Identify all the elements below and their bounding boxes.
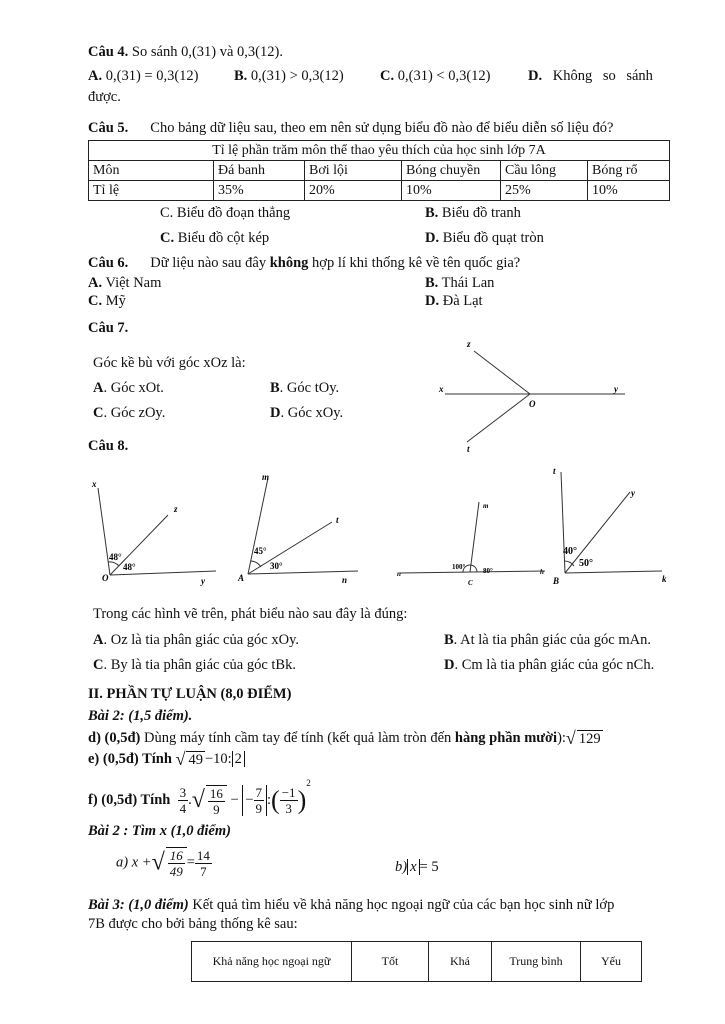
q8-label: Câu 8. <box>88 438 129 454</box>
q8-option-d: D. Cm là tia phân giác của góc nCh. <box>444 657 655 673</box>
q8-fig4-ray-by <box>565 492 630 573</box>
q4-option-c: C. 0,(31) < 0,3(12) <box>380 68 491 84</box>
q7-label-t: t <box>467 444 470 454</box>
q8-figure-2 <box>232 468 362 588</box>
q6-option-c: C. Mỹ <box>88 293 126 309</box>
q7-label: Câu 7. <box>88 320 129 336</box>
bai3-text-2: 7B được cho bởi bảng thống kê sau: <box>88 916 298 932</box>
q8-figure-1 <box>88 470 218 590</box>
q8-fig1-label-o: O <box>102 573 109 583</box>
q8-fig4-ray-bt <box>561 472 565 573</box>
bai3-header-cell: Yếu <box>581 942 642 982</box>
q7-option-d: D. Góc xOy. <box>270 405 344 421</box>
bai3-table <box>191 941 642 982</box>
q5-row-cell: 10% <box>588 181 670 201</box>
bai3-header-cell: Khả năng học ngoại ngữ <box>192 942 352 982</box>
q8-fig3-label-h: h <box>540 568 544 576</box>
q8-figure-3 <box>393 492 553 592</box>
bai2-d-radicand: 129 <box>578 730 601 747</box>
q8-fig4-label-k: k <box>662 574 667 584</box>
q6-option-a: A. Việt Nam <box>88 275 162 291</box>
q5-table-title: Tỉ lệ phần trăm môn thể thao yêu thích của học sinh lớp 7A <box>89 141 670 161</box>
q8-fig1-label-x: x <box>92 479 97 489</box>
q8-fig3-line-nh <box>400 571 545 573</box>
q6-question: Câu 6. Dữ liệu nào sau đây không hợp lí khi thống kê về tên quốc gia? <box>88 255 521 271</box>
q5-table <box>88 140 670 201</box>
q8-fig2-label-t: t <box>336 515 339 525</box>
q5-row-cell: Tỉ lệ <box>89 181 214 201</box>
q8-fig3-label-c: C <box>468 579 473 587</box>
part2-heading: II. PHẦN TỰ LUẬN (8,0 ĐIỂM) <box>88 686 292 702</box>
bai3-header-cell: Tốt <box>352 942 429 982</box>
bai2-heading: Bài 2: (1,5 điểm). <box>88 708 193 724</box>
q8-figure-4 <box>550 462 675 592</box>
q5-row-cell: 35% <box>214 181 305 201</box>
q8-fig1-arc <box>108 562 119 566</box>
q8-fig4-ray-bk <box>565 571 662 573</box>
q8-fig4-label-t: t <box>553 466 556 476</box>
q8-fig3-label-m: m <box>483 502 489 510</box>
q5-header-cell: Bơi lội <box>305 161 402 181</box>
q8-option-c: C. By là tia phân giác của góc tBk. <box>93 657 296 673</box>
q8-fig1-angle-2: 48° <box>123 562 136 572</box>
q4-option-d-cont: được. <box>88 89 121 105</box>
q7-option-b: B. Góc tOy. <box>270 380 340 396</box>
q5-option-c2: C. Biểu đồ cột kép <box>160 230 270 246</box>
q5-row-cell: 10% <box>402 181 501 201</box>
q8-fig2-label-m: m <box>262 472 270 482</box>
q8-fig4-label-y: y <box>631 488 635 498</box>
q7-ray-oz <box>474 351 530 394</box>
q8-fig1-label-y: y <box>201 576 205 586</box>
q4-option-d: D. Không so sánh <box>528 68 653 84</box>
q8-fig2-angle-2: 30° <box>270 561 283 571</box>
q8-fig2-ray-an <box>248 571 358 574</box>
q6-option-b: B. Thái Lan <box>425 275 495 291</box>
q5-question: Câu 5. Cho bảng dữ liệu sau, theo em nên sử dụng biểu đồ nào để biểu diễn số liệu đó? <box>88 120 614 136</box>
q8-fig3-angle-1: 100° <box>452 563 466 571</box>
q5-header-cell: Bóng chuyền <box>402 161 501 181</box>
q4-option-a: A. 0,(31) = 0,3(12) <box>88 68 199 84</box>
q7-option-c: C. Góc zOy. <box>93 405 166 421</box>
q8-fig4-angle-2: 50° <box>579 558 593 569</box>
q4-question: Câu 4. So sánh 0,(31) và 0,3(12). <box>88 44 283 60</box>
q5-row-cell: 20% <box>305 181 402 201</box>
q7-label-x: x <box>439 384 444 394</box>
q8-fig3-angle-2: 80° <box>483 567 493 575</box>
q5-option-d: D. Biểu đồ quạt tròn <box>425 230 544 246</box>
bai3-header-cell: Khá <box>429 942 492 982</box>
q8-fig2-angle-1: 45° <box>254 546 267 556</box>
q5-header-cell: Đá banh <box>214 161 305 181</box>
q8-option-a: A. Oz là tia phân giác của góc xOy. <box>93 632 300 648</box>
q8-fig4-label-b: B <box>553 576 560 586</box>
q8-fig3-ray-cm <box>470 502 479 572</box>
q8-fig3-label-n: n <box>397 570 401 578</box>
q7-label-z: z <box>467 339 471 349</box>
bai2-d: d) (0,5đ) Dùng máy tính cầm tay để tính (kết quả làm tròn đến hàng phần mười):√ 129 <box>88 728 601 748</box>
q4-option-b: B. 0,(31) > 0,3(12) <box>234 68 344 84</box>
q6-option-d: D. Đà Lạt <box>425 293 483 309</box>
q8-question: Trong các hình vẽ trên, phát biểu nào sau đây là đúng: <box>93 606 408 622</box>
q7-label-y: y <box>614 384 618 394</box>
q7-option-a: A. Góc xOt. <box>93 380 164 396</box>
q5-row-cell: 25% <box>501 181 588 201</box>
q8-fig1-angle-1: 48° <box>109 552 122 562</box>
bai3-text: Bài 3: (1,0 điểm) Kết quả tìm hiểu về khả năng học ngoại ngữ của các bạn học sinh nữ lớp <box>88 897 615 913</box>
bai2b-b: b) x = 5 <box>395 859 439 875</box>
q5-option-c: C. Biểu đồ đoạn thẳng <box>160 205 291 221</box>
q5-header-cell: Cầu lông <box>501 161 588 181</box>
q7-question: Góc kề bù với góc xOz là: <box>93 355 246 371</box>
q7-label-o: O <box>529 399 536 409</box>
bai3-header-cell: Trung bình <box>492 942 581 982</box>
bai2b-a: a) x +√ $\frac{16}{49}$ = $\frac{14}{7}$ <box>116 847 210 879</box>
q8-fig2-ray-am <box>248 478 268 574</box>
q8-fig2-label-a: A <box>238 573 245 583</box>
bai2-e: e) (0,5đ) Tính √ 49 −10: 2 <box>88 749 245 770</box>
q8-fig2-label-n: n <box>342 575 348 585</box>
bai2b-heading: Bài 2 : Tìm x (1,0 điểm) <box>88 823 231 839</box>
q5-header-cell: Môn <box>89 161 214 181</box>
q5-option-b: B. Biểu đồ tranh <box>425 205 521 221</box>
q5-header-cell: Bóng rổ <box>588 161 670 181</box>
q8-fig4-angle-1: 40° <box>563 546 577 557</box>
q7-figure <box>430 335 630 455</box>
q8-fig2-arc <box>251 561 261 567</box>
q7-ray-ot <box>467 394 530 442</box>
q8-option-b: B. At là tia phân giác của góc mAn. <box>444 632 651 648</box>
bai2-f: f) (0,5đ) Tính $\frac{3}{4}$ .√ $\frac{16}{9}$ − − $\frac{7}{9}$ :( $\frac{-1}{3}$ )$^2$ <box>88 778 311 817</box>
q8-fig1-label-z: z <box>174 504 178 514</box>
